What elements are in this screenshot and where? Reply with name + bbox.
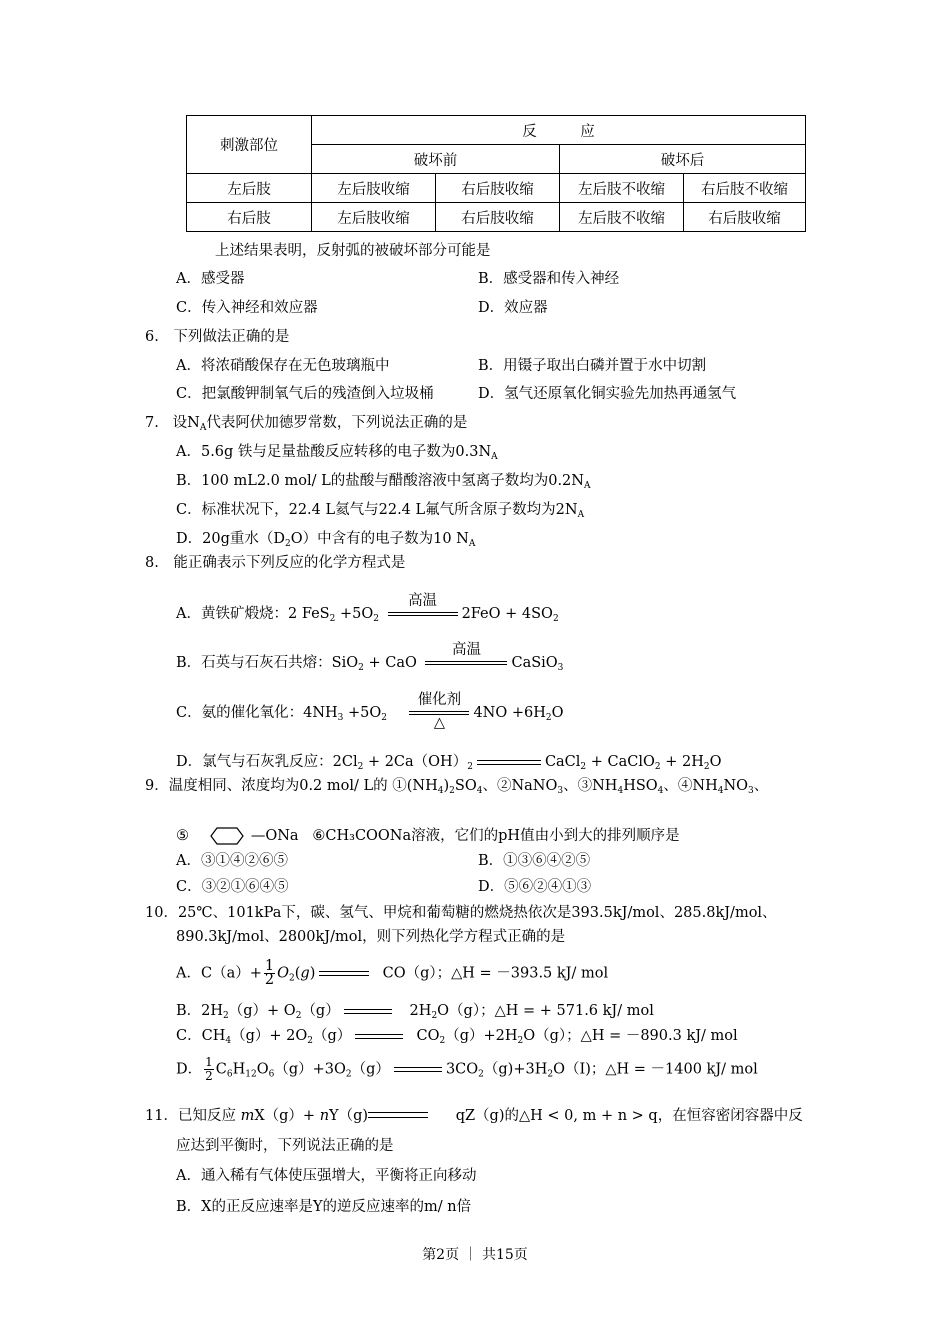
q6-option-d: D．氢气还原氧化铜实验先加热再通氢气 [478,386,737,402]
q7-stem-text: 代表阿伏加德罗常数，下列说法正确的是 [206,415,468,431]
q6-option-c: C．把氯酸钾制氧气后的残渣倒入垃圾桶 [176,386,434,402]
q7-number: 7. [145,415,159,431]
table-cell: 左后肢收缩 [312,203,436,232]
q7-stem-text: 设N [172,415,200,431]
q11-option-b: B．X的正反应速率是Y的逆反应速率的m/ n倍 [176,1199,472,1215]
table-after-header: 破坏后 [560,145,806,174]
q10-option-a: A．C（a）+ $\frac{1}{2}$ $O_2(g)$ CO（g）；△H = －393.5 kJ/ mol [176,958,609,988]
q6-option-b: B．用镊子取出白磷并置于水中切割 [478,358,707,374]
q8-stem: 8. 能正确表示下列反应的化学方程式是 [145,555,406,571]
q5-option-d: D．效应器 [478,300,548,316]
q6-stem: 6. 下列做法正确的是 [145,329,290,345]
q9-option-c: C．③②①⑥④⑤ [176,879,289,895]
q9-option-b: B．①③⑥④②⑤ [478,853,591,869]
q10-stem: 10．25℃、101kPa下，碳、氢气、甲烷和葡萄糖的燃烧热依次是393.5kJ/mol、285.8kJ/mol、 [145,905,777,921]
table-cell: 左后肢收缩 [312,174,436,203]
q7-option-a: A．5.6g 铁与足量盐酸反应转移的电子数为$0.3N_A$ [176,444,498,462]
table-cell: 左后肢 [187,174,312,203]
table-cell: 右后肢收缩 [436,203,560,232]
table-response-header: 反 应 [312,116,806,145]
table-cell: 左后肢不收缩 [560,174,684,203]
benzene-ring-icon [203,826,251,846]
q8-option-a: A．黄铁矿煅烧：2 $FeS_2 +5O_2$ 高温 $2FeO + 4SO_2$ [176,593,559,624]
table-cell: 右后肢 [187,203,312,232]
q11-stem: 11．已知反应 mX（g）+ nY（g) qZ（g)的△H < 0, m + n > q，在恒容密闭容器中反 [145,1108,803,1124]
table-cell: 右后肢收缩 [436,174,560,203]
q9-option-a: A．③①④②⑥⑤ [176,853,288,869]
stimulus-response-table [186,115,806,232]
high-temp-condition: 高温 [421,653,511,673]
catalyst-condition: 催化剂 △ [405,703,473,723]
q9-stem: 9．温度相同、浓度均为0.2 mol/ L的 $①(NH_4)_2SO_4$、②NaNO$_3$、$③NH_4HSO_4$、$④NH_4NO_3$、 [145,778,769,796]
q5-option-c: C．传入神经和效应器 [176,300,318,316]
q5-option-b: B．感受器和传入神经 [478,271,620,287]
q9-option-d: D．⑤⑥②④①③ [478,879,592,895]
q6-option-a: A．将浓硝酸保存在无色玻璃瓶中 [176,358,390,374]
q7-stem [145,413,467,433]
reversible-arrow-icon [368,1109,428,1123]
q9-stem-cont: ⑤ —ONa ⑥CH₃COONa溶液，它们的pH值由小到大的排列顺序是 [176,828,680,844]
table-row [187,174,806,203]
q11-option-a: A．通入稀有气体使压强增大，平衡将正向移动 [176,1168,477,1184]
q10-option-d: D． $\frac{1}{2}$ $C_6H_{12}O_6(g)+3O_2(g)$ $3CO_2(g)+3H_2O(I)$；△H = －1400 kJ/ mol [176,1055,758,1083]
table-cell: 右后肢不收缩 [684,174,806,203]
q10-option-c: C．$CH_4(g)+ 2O_2(g)$ $CO_2(g)+2H_2O(g)$；△H = －890.3 kJ/ mol [176,1028,738,1046]
table-corner: 刺激部位 [187,116,312,174]
q7-option-b: B．100 mL2.0 mol/ L的盐酸与醋酸溶液中氢离子数均为$0.2N_A$ [176,473,591,491]
page-footer: 第2页 ｜ 共15页 [422,1247,528,1263]
table-cell: 右后肢收缩 [684,203,806,232]
q7-option-c: C．标准状况下，22.4 L氦气与22.4 L氟气所含原子数均为$2N_A$ [176,502,585,520]
q8-option-b: B．石英与石灰石共熔：SiO$_2$ + CaO 高温 CaSiO$_3$ [176,642,564,673]
subscript: A [199,423,207,433]
q5-stem: 上述结果表明，反射弧的被破坏部分可能是 [215,243,491,259]
q10-stem-cont: 890.3kJ/mol、2800kJ/mol，则下列热化学方程式正确的是 [176,929,566,945]
table-before-header: 破坏前 [312,145,560,174]
q7-option-d: D．20g重水$(D_2O)$中含有的电子数为10 $N_A$ [176,531,476,549]
high-temp-condition: 高温 [384,604,462,624]
q11-stem-cont: 应达到平衡时，下列说法正确的是 [176,1138,394,1154]
q8-option-d: D．氯气与石灰乳反应：$2Cl_2 + 2Ca(OH)_2$ CaCl$_2$ + CaClO$_2$ + $2H_2O$ [176,754,722,772]
q8-option-c: C．氨的催化氧化：$4NH_3 +5O_2$ 催化剂 △ $4NO +6H_2O$ [176,692,564,731]
q10-option-b: B．$2H_2(g)+ O_2(g)$ $2H_2O(g)$；△H = + 571.6 kJ/ mol [176,1003,654,1021]
q5-option-a: A．感受器 [176,271,245,287]
table-cell: 左后肢不收缩 [560,203,684,232]
table-row [187,203,806,232]
